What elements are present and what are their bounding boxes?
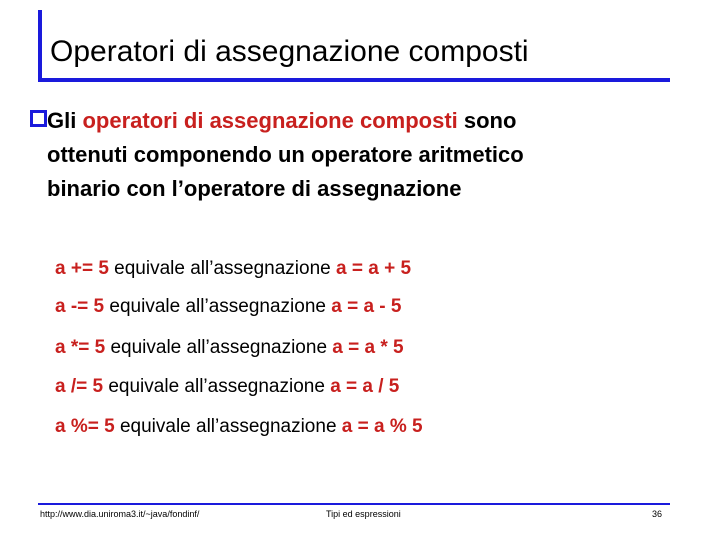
equivalence-text: equivale all’assegnazione [104, 296, 332, 317]
bullet-paragraph [47, 104, 687, 206]
expanded-assignment: a = a + 5 [336, 258, 412, 279]
slide-title: Operatori di assegnazione composti [50, 35, 529, 68]
equivalence-text: equivale all’assegnazione [105, 337, 333, 358]
expanded-assignment: a = a * 5 [332, 337, 404, 358]
footer-rule [38, 503, 670, 505]
bullet-highlight: operatori di assegnazione composti [82, 108, 458, 133]
equivalence-line [55, 375, 399, 399]
bullet-line1-rest: sono [457, 108, 517, 133]
compound-operator: a += 5 [55, 258, 109, 279]
expanded-assignment: a = a % 5 [341, 416, 423, 437]
expanded-assignment: a = a / 5 [330, 376, 400, 397]
equivalence-line [55, 415, 423, 439]
bullet-line3: binario con l’operatore di assegnazione [47, 176, 462, 201]
equivalence-line [55, 336, 404, 360]
footer-section-title: Tipi ed espressioni [326, 509, 401, 519]
bullet-prefix: Gli [47, 108, 83, 133]
title-bottom-rule [38, 78, 670, 82]
compound-operator: a -= 5 [55, 296, 105, 317]
equivalence-text: equivale all’assegnazione [114, 416, 342, 437]
equivalence-line [55, 257, 411, 281]
bullet-line2: ottenuti componendo un operatore aritmetico [47, 142, 524, 167]
compound-operator: a *= 5 [55, 337, 106, 358]
equivalence-line [55, 295, 401, 319]
title-left-rule [38, 10, 42, 82]
footer-url: http://www.dia.uniroma3.it/~java/fondinf/ [40, 509, 200, 519]
compound-operator: a %= 5 [55, 416, 115, 437]
compound-operator: a /= 5 [55, 376, 104, 397]
page-number: 36 [652, 509, 663, 519]
equivalence-text: equivale all’assegnazione [108, 258, 336, 279]
expanded-assignment: a = a - 5 [331, 296, 402, 317]
checkbox-bullet-icon [30, 110, 47, 127]
equivalence-text: equivale all’assegnazione [103, 376, 331, 397]
